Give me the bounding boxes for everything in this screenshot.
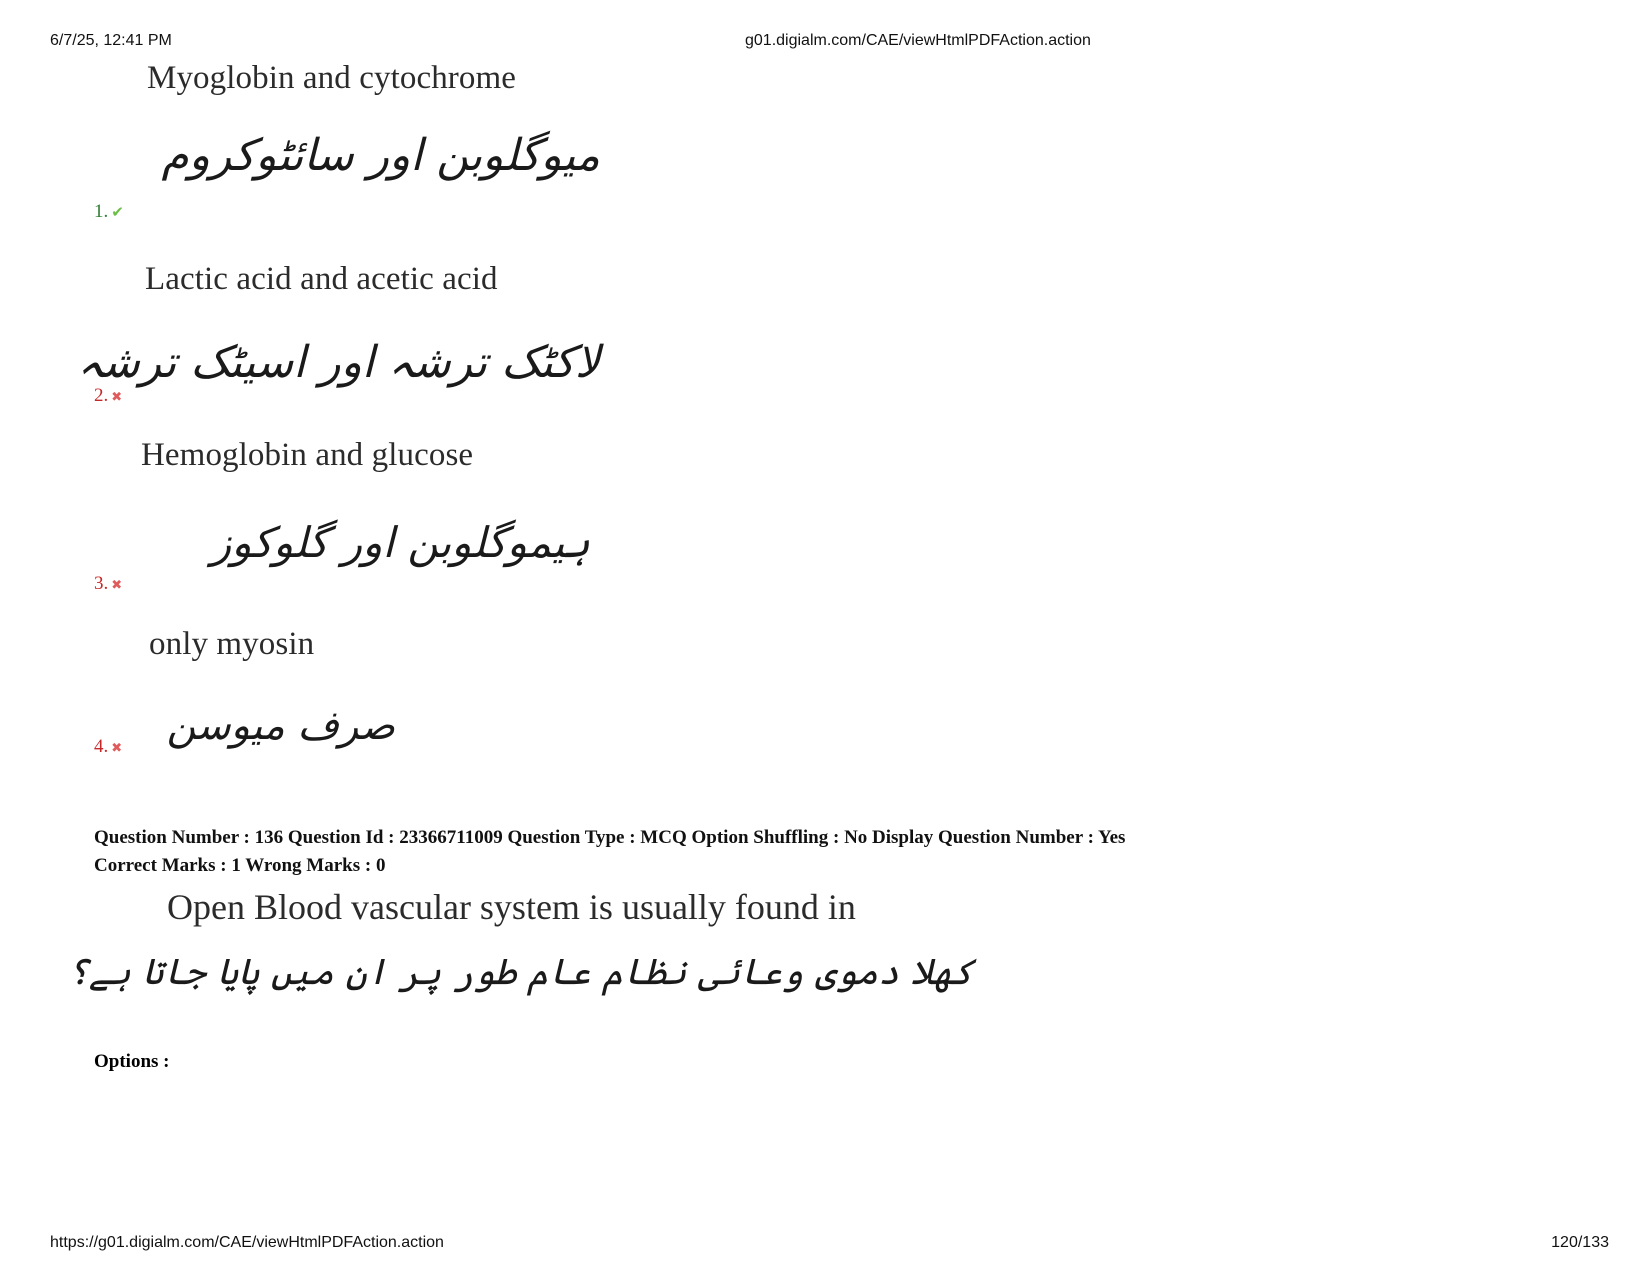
cross-icon: ✖ [111, 741, 123, 756]
option-2-number [94, 385, 122, 407]
page-url-header: g01.digialm.com/CAE/viewHtmlPDFAction.action [745, 32, 1091, 49]
option-4-english: only myosin [149, 626, 315, 662]
question-marks: Correct Marks : 1 Wrong Marks : 0 [94, 855, 386, 876]
option-1-english: Myoglobin and cytochrome [147, 60, 516, 96]
option-1-number-label: 1. [94, 201, 109, 222]
cross-icon: ✖ [111, 578, 123, 593]
option-4-number [94, 736, 122, 758]
option-1-number [94, 201, 124, 223]
question-text-urdu: کھلا دموی وعائی نظام عام طور پر ان میں پایا جاتا ہے؟ [67, 952, 974, 993]
option-2-number-label: 2. [94, 385, 109, 406]
option-1-urdu: میوگلوبن اور سائٹوکروم [161, 130, 600, 181]
option-2-urdu: لاکٹک ترشہ اور اسیٹک ترشہ [77, 337, 600, 388]
check-icon: ✔ [111, 203, 124, 221]
option-2-english: Lactic acid and acetic acid [145, 261, 498, 297]
footer-url: https://g01.digialm.com/CAE/viewHtmlPDFAction.action [50, 1234, 444, 1251]
options-label: Options : [94, 1051, 170, 1072]
question-text-english: Open Blood vascular system is usually found in [167, 887, 856, 927]
page-counter: 120/133 [1551, 1234, 1609, 1251]
option-4-number-label: 4. [94, 736, 109, 757]
option-3-english: Hemoglobin and glucose [141, 437, 474, 473]
print-date: 6/7/25, 12:41 PM [50, 32, 172, 49]
option-3-urdu: ہیموگلوبن اور گلوکوز [210, 518, 590, 567]
cross-icon: ✖ [111, 390, 123, 405]
question-meta: Question Number : 136 Question Id : 23366711009 Question Type : MCQ Option Shuffling : No Display Question Number : Yes [94, 827, 1126, 848]
option-4-urdu: صرف میوسن [166, 703, 395, 749]
option-3-number-label: 3. [94, 573, 109, 594]
option-3-number [94, 573, 122, 595]
